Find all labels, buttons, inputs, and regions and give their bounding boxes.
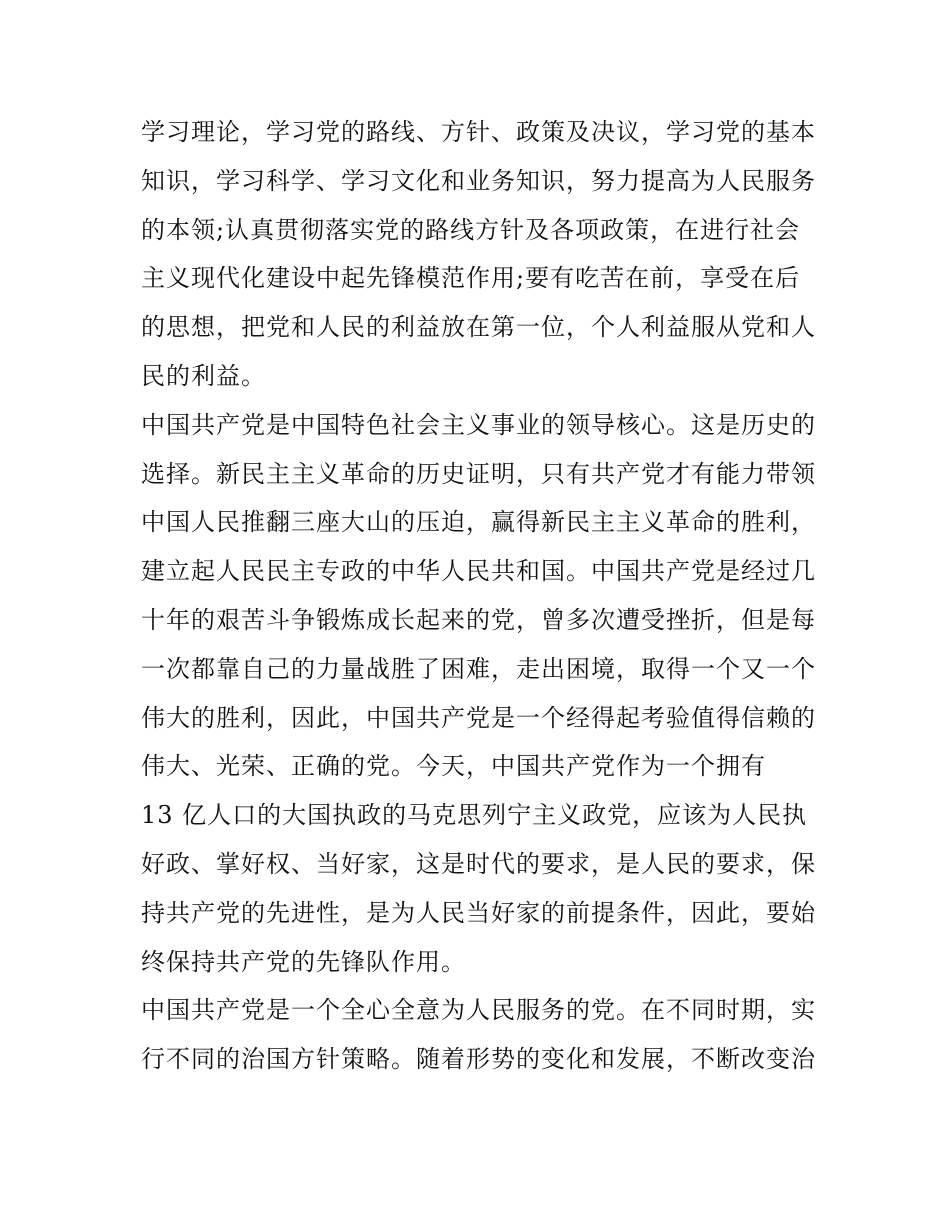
text-line: 中国人民推翻三座大山的压迫，赢得新民主主义革命的胜利， xyxy=(141,508,816,537)
text-line: 民的利益。 xyxy=(141,361,266,390)
text-line: 十年的艰苦斗争锻炼成长起来的党，曾多次遭受挫折，但是每 xyxy=(141,605,816,634)
text-line: 好政、掌好权、当好家，这是时代的要求，是人民的要求，保 xyxy=(141,849,816,878)
text-line: 持共产党的先进性，是为人民当好家的前提条件，因此，要始 xyxy=(141,898,816,927)
text-line: 选择。新民主主义革命的历史证明，只有共产党才有能力带领 xyxy=(141,459,816,488)
text-line: 伟大的胜利，因此，中国共产党是一个经得起考验值得信赖的 xyxy=(141,703,816,732)
text-line: 的本领;认真贯彻落实党的路线方针及各项政策，在进行社会 xyxy=(141,215,801,244)
text-line: 终保持共产党的先锋队作用。 xyxy=(141,947,466,976)
body-text xyxy=(141,108,821,1084)
text-line: 建立起人民民主专政的中华人民共和国。中国共产党是经过几 xyxy=(141,557,816,586)
text-line: 一次都靠自己的力量战胜了困难，走出困境，取得一个又一个 xyxy=(141,654,816,683)
text-line: 的思想，把党和人民的利益放在第一位，个人利益服从党和人 xyxy=(141,313,816,342)
text-line: 学习理论，学习党的路线、方针、政策及决议，学习党的基本 xyxy=(141,118,816,146)
text-line: 行不同的治国方针策略。随着形势的变化和发展，不断改变治 xyxy=(141,1045,816,1074)
text-line: 13 亿人口的大国执政的马克思列宁主义政党，应该为人民执 xyxy=(141,801,808,830)
text-line: 知识，学习科学、学习文化和业务知识，努力提高为人民服务 xyxy=(141,166,816,195)
text-line: 中国共产党是中国特色社会主义事业的领导核心。这是历史的 xyxy=(141,410,816,439)
text-line: 伟大、光荣、正确的党。今天，中国共产党作为一个拥有 xyxy=(141,752,766,781)
text-line: 主义现代化建设中起先锋模范作用;要有吃苦在前，享受在后 xyxy=(141,264,801,293)
text-line: 中国共产党是一个全心全意为人民服务的党。在不同时期，实 xyxy=(141,996,816,1025)
